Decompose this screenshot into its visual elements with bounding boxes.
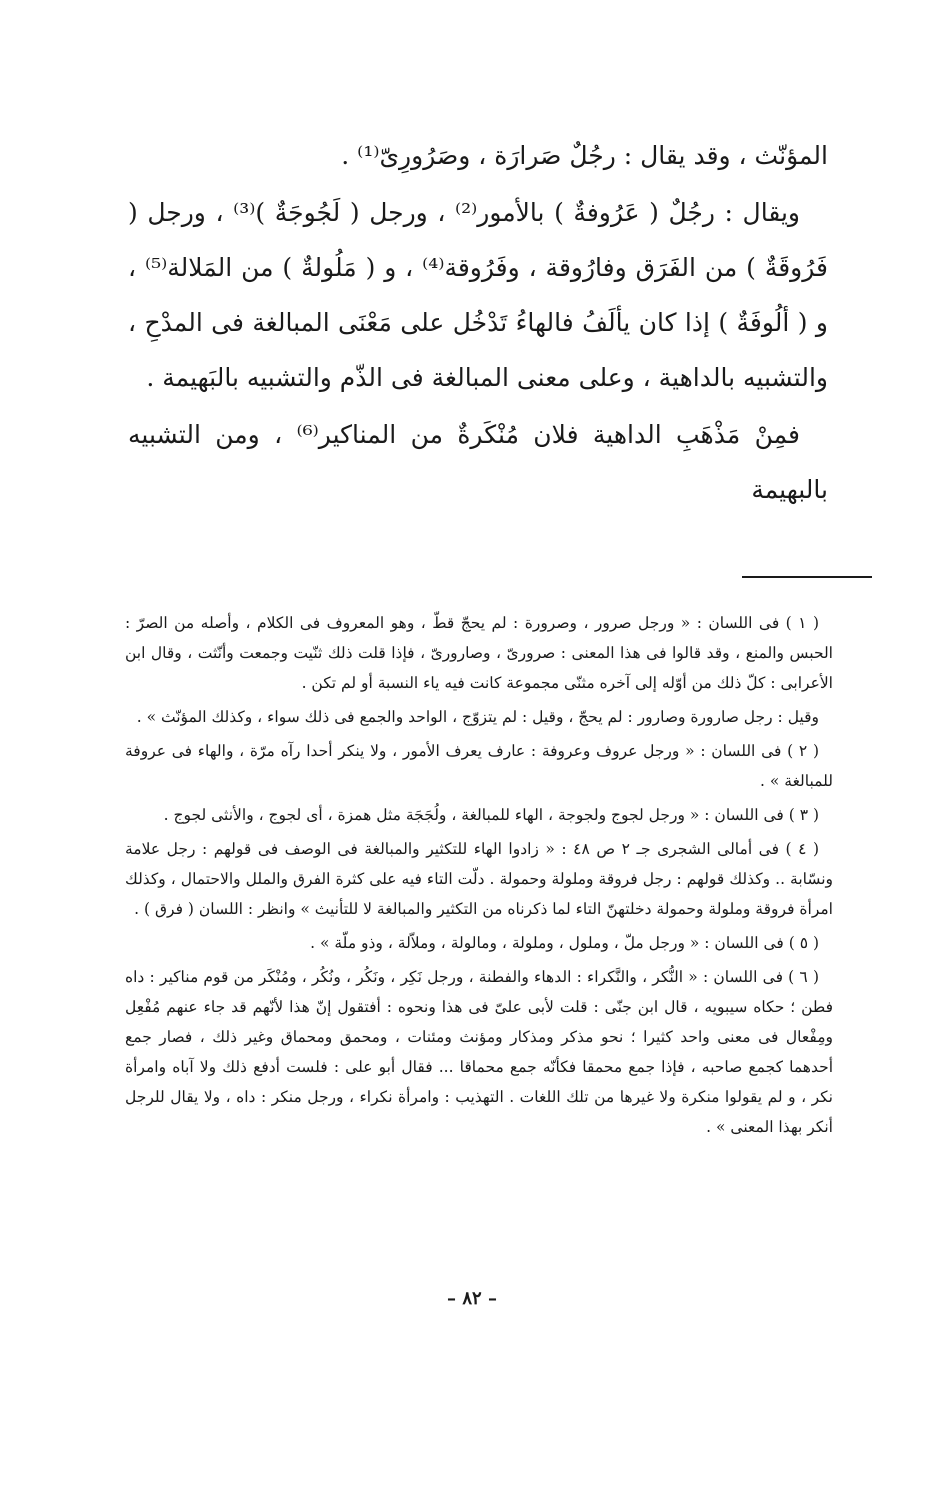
main-text-block (128, 128, 828, 517)
main-paragraph-3: فمِنْ مَذْهَبِ الداهية فلان مُنْكَرةٌ من المناكير⁽⁶⁾ ، ومن التشبيه بالبهيمة (128, 420, 828, 504)
page-number: – ٨٢ – (447, 1288, 497, 1309)
footnote-1: ( ١ ) فى اللسان : « ورجل صرور ، وصرورة : لم يحجّ قطّ ، وهو المعروف فى الكلام ، وأصله من الصرّ : الحبس والمنع ، وقد قالوا فى هذا المعنى : صرورىّ ، وصارورىّ ، فإذا قلت ذلك ثنّيت وجمعت وأنّثت ، وقال ابن الأعرابى : كلّ ذلك من أوّله إلى آخره مثنّى مجموعة كانت فيه ياء النسبة أو لم تكن . (125, 614, 833, 692)
footnote-3: ( ٣ ) فى اللسان : « ورجل لجوج ولجوجة ، الهاء للمبالغة ، ولُجَجَة مثل همزة ، أى لجوج ، والأنثى لجوج . (163, 806, 819, 824)
footnote-4: ( ٤ ) فى أمالى الشجرى جـ ٢ ص ٤٨ : « زادوا الهاء للتكثير والمبالغة فى الوصف فى قولهم : رجل علامة ونسّابة .. وكذلك قولهم : رجل فروقة وملولة وحمولة . دلّت التاء فيه على كثرة الفرق والملل والاحتمال ، وكذلك امرأة فروقة وملولة وحمولة دخلتهنّ التاء لما ذكرناه من التكثير والمبالغة لا للتأنيث » وانظر : اللسان ( فرق ) . (125, 840, 833, 918)
footnote-2: ( ٢ ) فى اللسان : « ورجل عروف وعروفة : عارف يعرف الأمور ، ولا ينكر أحدا رآه مرّة ، والهاء فى عروفة للمبالغة » . (125, 742, 833, 790)
footnote-divider (742, 576, 872, 578)
footnotes-block (125, 608, 833, 1146)
footnote-6: ( ٦ ) فى اللسان : « النُّكر ، والنَّكراء : الدهاء والفطنة ، ورجل نَكِر ، ونَكُر ، ونُكُر ، ومُنْكَر من قوم مناكير : داه فطن ؛ حكاه سيبويه ، قال ابن جنّى : قلت لأبى علىّ فى هذا ونحوه : أفتقول إنّ هذا لأنّهم قد جاء عنهم مُفْعِل ومِفْعال فى معنى واحد كثيرا ؛ نحو مذكر ومذكار ومؤنث ومئنات ، ومحمق ومحماق وغير ذلك ، فصار جمع أحدهما كجمع صاحبه ، فإذا جمع محمقا فكأنّه جمع محماقا ... فقال أبو على : فلست أدفع ذلك ولا آباه وامرأة نكر ، و لم يقولوا منكرة ولا غيرها من تلك اللغات . التهذيب : وامرأة نكراء ، ورجل منكر : داه ، ولا يقال للرجل أنكر بهذا المعنى » . (125, 968, 833, 1136)
footnote-1-continued: وقيل : رجل صارورة وصارور : لم يحجّ ، وقيل : لم يتزوّج ، الواحد والجمع فى ذلك سواء ، وكذلك المؤنّث » . (136, 708, 819, 726)
footnote-5: ( ٥ ) فى اللسان : « ورجل ملّ ، وملول ، وملولة ، ومالولة ، وملاّلة ، وذو ملّة » . (310, 934, 819, 952)
main-paragraph-1: المؤنّث ، وقد يقال : رجُلٌ صَرارَة ، وصَرُورِىّ⁽¹⁾ . (341, 141, 828, 170)
main-paragraph-2: ويقال : رجُلٌ ( عَرُوفةٌ ) بالأمور⁽²⁾ ، ورجل ( لَجُوجَةٌ )⁽³⁾ ، ورجل ( فَرُوقَةٌ ) من الفَرَق وفارُوقة ، وفَرُوقة⁽⁴⁾ ، و ( مَلُولةٌ ) من المَلالة⁽⁵⁾ ، و ( ألُوفَةٌ ) إذا كان يألَفُ فالهاءُ تَدْخُل على مَعْنَى المبالغة فى المدْحِ ، والتشبيه بالداهية ، وعلى معنى المبالغة فى الذّم والتشبيه بالبَهيمة . (128, 198, 828, 392)
